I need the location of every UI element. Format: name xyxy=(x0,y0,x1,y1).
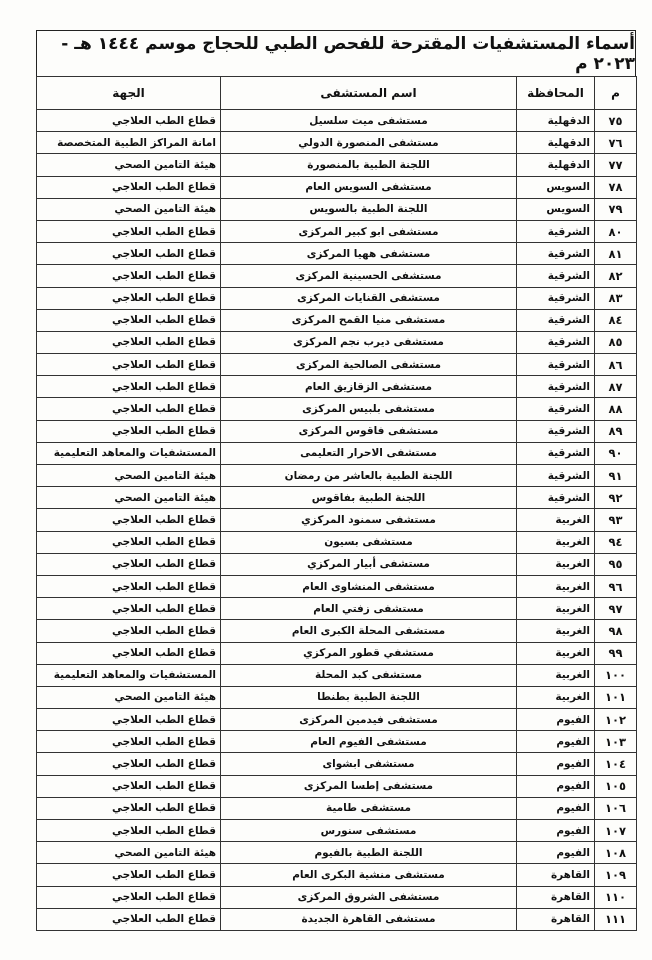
row-governorate: الدقهلية xyxy=(517,110,595,132)
row-side: قطاع الطب العلاجي xyxy=(37,398,221,420)
row-side: هيئة التامين الصحي xyxy=(37,842,221,864)
row-number: ٧٥ xyxy=(595,110,637,132)
row-side: هيئة التامين الصحي xyxy=(37,686,221,708)
row-governorate: الغربية xyxy=(517,620,595,642)
row-governorate: الشرقية xyxy=(517,376,595,398)
table-row xyxy=(37,908,637,930)
table-row xyxy=(37,176,637,198)
row-side: قطاع الطب العلاجي xyxy=(37,243,221,265)
row-side: قطاع الطب العلاجي xyxy=(37,575,221,597)
row-hospital: مستشفى المنشاوى العام xyxy=(221,575,517,597)
row-hospital: مستشفى بلبيس المركزى xyxy=(221,398,517,420)
row-hospital: مستشفى الصالحية المركزى xyxy=(221,354,517,376)
row-governorate: الشرقية xyxy=(517,354,595,376)
row-number: ١١٠ xyxy=(595,886,637,908)
row-governorate: الشرقية xyxy=(517,465,595,487)
header-num: م xyxy=(595,77,637,110)
row-hospital: مستشفى سمنود المركزي xyxy=(221,509,517,531)
row-governorate: الغربية xyxy=(517,598,595,620)
table-row xyxy=(37,820,637,842)
row-number: ١٠٣ xyxy=(595,731,637,753)
row-number: ٨٥ xyxy=(595,331,637,353)
table-row xyxy=(37,487,637,509)
row-governorate: الفيوم xyxy=(517,731,595,753)
row-number: ٨٩ xyxy=(595,420,637,442)
table-row xyxy=(37,287,637,309)
row-governorate: الشرقية xyxy=(517,243,595,265)
row-number: ٨٨ xyxy=(595,398,637,420)
row-governorate: الشرقية xyxy=(517,265,595,287)
row-hospital: مستشفى طامية xyxy=(221,797,517,819)
row-hospital: مستشفى القنايات المركزى xyxy=(221,287,517,309)
row-governorate: الفيوم xyxy=(517,775,595,797)
row-hospital: اللجنة الطبية بطنطا xyxy=(221,686,517,708)
row-hospital: مستشفى ديرب نجم المركزى xyxy=(221,331,517,353)
row-hospital: مستشفى أبيار المركزي xyxy=(221,553,517,575)
row-number: ٩٦ xyxy=(595,575,637,597)
row-hospital: مستشفى المنصورة الدولي xyxy=(221,132,517,154)
table-row xyxy=(37,154,637,176)
table-row xyxy=(37,442,637,464)
row-governorate: الغربية xyxy=(517,575,595,597)
row-side: هيئة التامين الصحي xyxy=(37,154,221,176)
row-side: قطاع الطب العلاجي xyxy=(37,110,221,132)
row-governorate: الشرقية xyxy=(517,487,595,509)
table-header-row xyxy=(37,77,637,110)
row-number: ١٠٦ xyxy=(595,797,637,819)
row-side: قطاع الطب العلاجي xyxy=(37,642,221,664)
table-row xyxy=(37,132,637,154)
row-side: قطاع الطب العلاجي xyxy=(37,886,221,908)
row-side: هيئة التامين الصحي xyxy=(37,487,221,509)
row-hospital: مستشفى الشروق المركزى xyxy=(221,886,517,908)
row-governorate: الغربية xyxy=(517,664,595,686)
row-hospital: مستشفى سنورس xyxy=(221,820,517,842)
row-governorate: الشرقية xyxy=(517,331,595,353)
hospitals-table xyxy=(36,76,637,931)
row-number: ٨٣ xyxy=(595,287,637,309)
document-page xyxy=(36,30,636,927)
row-side: امانة المراكز الطبية المتخصصة xyxy=(37,132,221,154)
table-row xyxy=(37,243,637,265)
table-row xyxy=(37,620,637,642)
table-row xyxy=(37,553,637,575)
row-governorate: الغربية xyxy=(517,553,595,575)
row-number: ٨٠ xyxy=(595,220,637,242)
row-number: ٨٧ xyxy=(595,376,637,398)
table-row xyxy=(37,354,637,376)
row-side: قطاع الطب العلاجي xyxy=(37,620,221,642)
row-side: قطاع الطب العلاجي xyxy=(37,287,221,309)
row-governorate: الدقهلية xyxy=(517,154,595,176)
table-row xyxy=(37,775,637,797)
table-row xyxy=(37,398,637,420)
row-governorate: السويس xyxy=(517,198,595,220)
row-number: ١٠٥ xyxy=(595,775,637,797)
row-hospital: مستشفى الفيوم العام xyxy=(221,731,517,753)
row-number: ٩٣ xyxy=(595,509,637,531)
row-hospital: مستشفى كبد المحلة xyxy=(221,664,517,686)
row-hospital: مستشفى ميت سلسيل xyxy=(221,110,517,132)
header-hospital: اسم المستشفى xyxy=(221,77,517,110)
table-row xyxy=(37,198,637,220)
row-governorate: الفيوم xyxy=(517,820,595,842)
table-row xyxy=(37,864,637,886)
row-side: هيئة التامين الصحي xyxy=(37,198,221,220)
header-side: الجهة xyxy=(37,77,221,110)
header-governorate: المحافظة xyxy=(517,77,595,110)
row-side: قطاع الطب العلاجي xyxy=(37,731,221,753)
row-side: قطاع الطب العلاجي xyxy=(37,354,221,376)
table-row xyxy=(37,642,637,664)
row-hospital: مستشفى السويس العام xyxy=(221,176,517,198)
table-row xyxy=(37,575,637,597)
row-hospital: مستشفى زفتي العام xyxy=(221,598,517,620)
row-governorate: الشرقية xyxy=(517,287,595,309)
table-row xyxy=(37,420,637,442)
row-number: ٩٧ xyxy=(595,598,637,620)
row-number: ١٠٩ xyxy=(595,864,637,886)
row-number: ٧٧ xyxy=(595,154,637,176)
row-hospital: اللجنة الطبية بالعاشر من رمضان xyxy=(221,465,517,487)
table-row xyxy=(37,110,637,132)
row-governorate: الشرقية xyxy=(517,442,595,464)
row-governorate: الشرقية xyxy=(517,420,595,442)
row-governorate: السويس xyxy=(517,176,595,198)
row-side: قطاع الطب العلاجي xyxy=(37,420,221,442)
row-side: قطاع الطب العلاجي xyxy=(37,797,221,819)
row-number: ٩٠ xyxy=(595,442,637,464)
row-governorate: الغربية xyxy=(517,642,595,664)
page-title: أسماء المستشفيات المقترحة للفحص الطبي للحجاج موسم ١٤٤٤ هـ - ٢٠٢٣ م xyxy=(36,30,636,76)
row-number: ٧٦ xyxy=(595,132,637,154)
row-number: ٩١ xyxy=(595,465,637,487)
row-number: ٩٩ xyxy=(595,642,637,664)
row-number: ٩٤ xyxy=(595,531,637,553)
table-row xyxy=(37,376,637,398)
table-row xyxy=(37,664,637,686)
row-hospital: مستشفى الاحرار التعليمى xyxy=(221,442,517,464)
row-number: ٨٢ xyxy=(595,265,637,287)
row-number: ١٠١ xyxy=(595,686,637,708)
row-side: المستشفيات والمعاهد التعليمية xyxy=(37,442,221,464)
row-side: قطاع الطب العلاجي xyxy=(37,820,221,842)
row-hospital: اللجنة الطبية بالسويس xyxy=(221,198,517,220)
row-side: قطاع الطب العلاجي xyxy=(37,553,221,575)
table-row xyxy=(37,531,637,553)
row-side: قطاع الطب العلاجي xyxy=(37,709,221,731)
row-number: ١٠٨ xyxy=(595,842,637,864)
row-side: قطاع الطب العلاجي xyxy=(37,176,221,198)
table-row xyxy=(37,731,637,753)
table-row xyxy=(37,598,637,620)
row-side: قطاع الطب العلاجي xyxy=(37,331,221,353)
table-row xyxy=(37,309,637,331)
row-governorate: الدقهلية xyxy=(517,132,595,154)
row-governorate: القاهرة xyxy=(517,908,595,930)
row-governorate: الفيوم xyxy=(517,753,595,775)
table-row xyxy=(37,331,637,353)
row-hospital: مستشفى فاقوس المركزى xyxy=(221,420,517,442)
row-number: ١٠٠ xyxy=(595,664,637,686)
row-hospital: اللجنة الطبية بالمنصورة xyxy=(221,154,517,176)
row-hospital: مستشفى منشية البكرى العام xyxy=(221,864,517,886)
row-side: قطاع الطب العلاجي xyxy=(37,309,221,331)
row-number: ١٠٢ xyxy=(595,709,637,731)
row-hospital: مستشفى الزقازيق العام xyxy=(221,376,517,398)
row-side: قطاع الطب العلاجي xyxy=(37,509,221,531)
row-number: ١١١ xyxy=(595,908,637,930)
row-governorate: الشرقية xyxy=(517,398,595,420)
table-row xyxy=(37,686,637,708)
table-row xyxy=(37,709,637,731)
row-governorate: الغربية xyxy=(517,509,595,531)
row-side: قطاع الطب العلاجي xyxy=(37,265,221,287)
row-governorate: الفيوم xyxy=(517,842,595,864)
row-number: ١٠٤ xyxy=(595,753,637,775)
table-row xyxy=(37,886,637,908)
row-hospital: مستشفى ابشواى xyxy=(221,753,517,775)
row-side: قطاع الطب العلاجي xyxy=(37,598,221,620)
row-number: ١٠٧ xyxy=(595,820,637,842)
row-side: قطاع الطب العلاجي xyxy=(37,753,221,775)
row-hospital: مستشفى فيدمين المركزى xyxy=(221,709,517,731)
row-governorate: الشرقية xyxy=(517,309,595,331)
row-number: ٧٩ xyxy=(595,198,637,220)
row-side: قطاع الطب العلاجي xyxy=(37,775,221,797)
row-hospital: مستشفى إطسا المركزى xyxy=(221,775,517,797)
row-side: المستشفيات والمعاهد التعليمية xyxy=(37,664,221,686)
row-side: هيئة التامين الصحي xyxy=(37,465,221,487)
row-governorate: الشرقية xyxy=(517,220,595,242)
row-hospital: مستشفي قطور المركزي xyxy=(221,642,517,664)
row-number: ٩٥ xyxy=(595,553,637,575)
row-side: قطاع الطب العلاجي xyxy=(37,376,221,398)
row-side: قطاع الطب العلاجي xyxy=(37,864,221,886)
row-governorate: القاهرة xyxy=(517,864,595,886)
row-number: ٨١ xyxy=(595,243,637,265)
row-side: قطاع الطب العلاجي xyxy=(37,220,221,242)
row-number: ٧٨ xyxy=(595,176,637,198)
row-governorate: الفيوم xyxy=(517,797,595,819)
row-governorate: القاهرة xyxy=(517,886,595,908)
row-hospital: مستشفى المحلة الكبرى العام xyxy=(221,620,517,642)
row-number: ٩٨ xyxy=(595,620,637,642)
row-hospital: مستشفى بسيون xyxy=(221,531,517,553)
table-row xyxy=(37,842,637,864)
row-number: ٨٤ xyxy=(595,309,637,331)
table-row xyxy=(37,465,637,487)
table-row xyxy=(37,509,637,531)
row-number: ٩٢ xyxy=(595,487,637,509)
row-number: ٨٦ xyxy=(595,354,637,376)
row-hospital: مستشفى القاهرة الجديدة xyxy=(221,908,517,930)
table-row xyxy=(37,797,637,819)
row-side: قطاع الطب العلاجي xyxy=(37,908,221,930)
row-hospital: اللجنة الطبية بالفيوم xyxy=(221,842,517,864)
table-row xyxy=(37,265,637,287)
row-hospital: مستشفى ههيا المركزى xyxy=(221,243,517,265)
row-hospital: اللجنة الطبية بفاقوس xyxy=(221,487,517,509)
row-hospital: مستشفى ابو كبير المركزى xyxy=(221,220,517,242)
row-side: قطاع الطب العلاجي xyxy=(37,531,221,553)
row-hospital: مستشفى الحسينية المركزى xyxy=(221,265,517,287)
row-governorate: الفيوم xyxy=(517,709,595,731)
table-body xyxy=(37,110,637,931)
table-row xyxy=(37,753,637,775)
row-governorate: الغربية xyxy=(517,531,595,553)
table-row xyxy=(37,220,637,242)
row-governorate: الغربية xyxy=(517,686,595,708)
row-hospital: مستشفى منيا القمح المركزى xyxy=(221,309,517,331)
